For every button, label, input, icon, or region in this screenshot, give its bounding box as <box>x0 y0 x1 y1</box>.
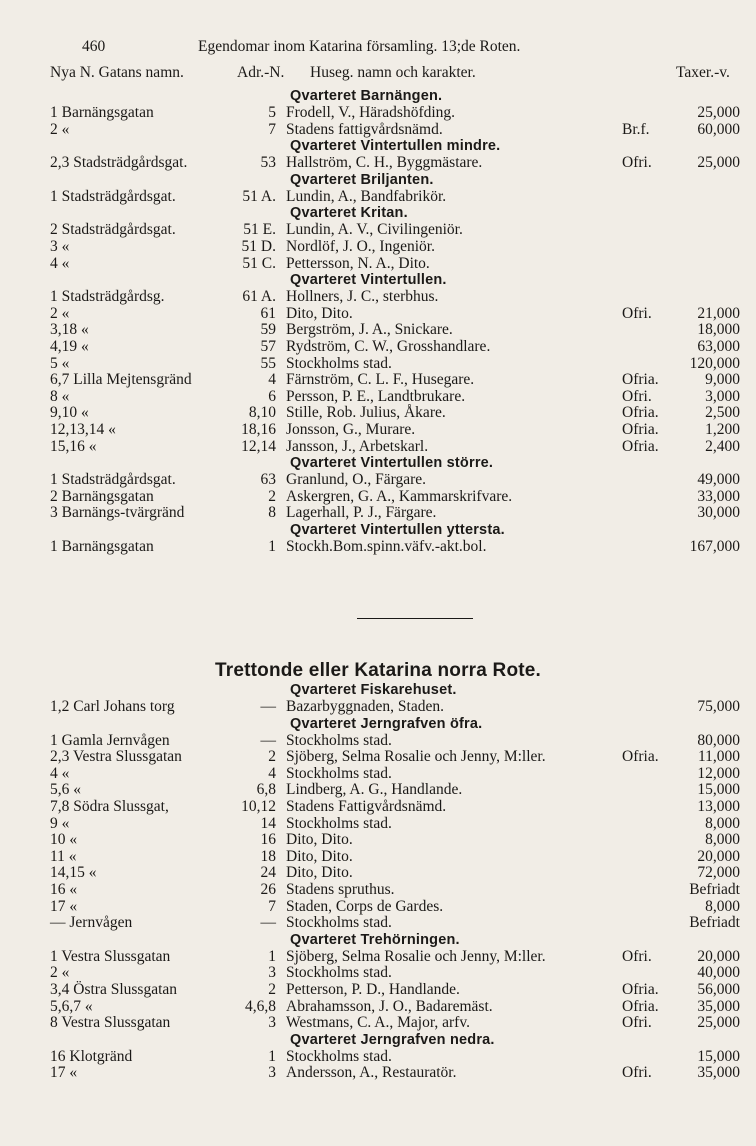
property-row <box>0 122 756 139</box>
owner-cell: Granlund, O., Färgare. <box>286 471 427 489</box>
property-row <box>0 1015 756 1032</box>
property-row <box>0 372 756 389</box>
property-row <box>0 965 756 982</box>
tax-value-cell: 15,000 <box>697 1047 740 1065</box>
adr-cell: 61 <box>260 304 276 322</box>
adr-cell: 4 <box>268 371 276 389</box>
tax-value-cell: Befriadt <box>689 880 740 898</box>
owner-cell: Sjöberg, Selma Rosalie och Jenny, M:ller. <box>286 748 546 766</box>
street-cell: 2,3 Stadsträdgårdsgat. <box>50 154 188 172</box>
tax-value-cell: 49,000 <box>697 471 740 489</box>
adr-cell: 26 <box>260 880 276 898</box>
street-cell: 7,8 Södra Slussgat, <box>50 797 169 815</box>
owner-cell: Stockh.Bom.spinn.väfv.-akt.bol. <box>286 537 487 555</box>
owner-cell: Jansson, J., Arbetskarl. <box>286 437 429 455</box>
property-row <box>0 389 756 406</box>
section-divider <box>357 618 473 619</box>
adr-cell: 2 <box>268 980 276 998</box>
adr-cell: 51 D. <box>241 237 276 255</box>
tax-value-cell: 8,000 <box>705 897 740 915</box>
street-cell: 2 Barnängsgatan <box>50 487 154 505</box>
owner-cell: Askergren, G. A., Kammarskrifvare. <box>286 487 513 505</box>
tax-type-cell: Ofria. <box>622 404 659 422</box>
adr-cell: 51 A. <box>242 187 276 205</box>
tax-type-cell: Ofria. <box>622 980 659 998</box>
tax-value-cell: 80,000 <box>697 731 740 749</box>
adr-cell: 4 <box>268 764 276 782</box>
quarter-heading: Qvarteret Vintertullen. <box>290 272 447 289</box>
street-cell: 8 Vestra Slussgatan <box>50 1014 171 1032</box>
adr-cell: 4,6,8 <box>245 997 276 1015</box>
tax-value-cell: 13,000 <box>697 797 740 815</box>
page-header <box>0 38 756 60</box>
street-cell: 5,6 « <box>50 781 81 799</box>
tax-type-cell: Ofri. <box>622 1064 652 1082</box>
adr-cell: 6 <box>268 387 276 405</box>
street-cell: 12,13,14 « <box>50 420 116 438</box>
tax-value-cell: 40,000 <box>697 964 740 982</box>
adr-cell: 51 E. <box>243 221 276 239</box>
property-row <box>0 306 756 323</box>
col-adr-header: Adr.-N. <box>237 64 285 81</box>
adr-cell: 12,14 <box>241 437 276 455</box>
owner-cell: Sjöberg, Selma Rosalie och Jenny, M:ller. <box>286 947 546 965</box>
property-row <box>0 949 756 966</box>
tax-type-cell: Ofri. <box>622 387 652 405</box>
tax-value-cell: 60,000 <box>697 120 740 138</box>
tax-value-cell: 72,000 <box>697 864 740 882</box>
street-cell: 16 Klotgränd <box>50 1047 133 1065</box>
street-cell: 4 « <box>50 254 70 272</box>
property-row <box>0 1065 756 1082</box>
quarter-heading: Qvarteret Trehörningen. <box>290 931 460 948</box>
street-cell: 3 « <box>50 237 70 255</box>
adr-cell: 2 <box>268 487 276 505</box>
owner-cell: Stockholms stad. <box>286 814 392 832</box>
owner-cell: Stockholms stad. <box>286 1047 392 1065</box>
property-row <box>0 505 756 522</box>
street-cell: 9 « <box>50 814 70 832</box>
adr-cell: 14 <box>260 814 276 832</box>
street-cell: 2 Stadsträdgårdsgat. <box>50 221 176 239</box>
street-cell: 6,7 Lilla Mejtensgränd <box>50 371 192 389</box>
owner-cell: Jonsson, G., Murare. <box>286 420 416 438</box>
street-cell: 9,10 « <box>50 404 89 422</box>
quarter-heading: Qvarteret Barnängen. <box>290 88 443 104</box>
street-cell: 1 Stadsträdgårdsgat. <box>50 471 176 489</box>
tax-type-cell: Ofri. <box>622 154 652 172</box>
property-row <box>0 405 756 422</box>
page-number: 460 <box>82 38 106 55</box>
owner-cell: Stadens spruthus. <box>286 880 395 898</box>
adr-cell: 3 <box>268 1064 276 1082</box>
owner-cell: Dito, Dito. <box>286 847 353 865</box>
col-owner-header: Huseg. namn och karakter. <box>310 64 476 81</box>
tax-type-cell: Ofria. <box>622 997 659 1015</box>
owner-cell: Dito, Dito. <box>286 831 353 849</box>
tax-value-cell: 120,000 <box>689 354 740 372</box>
property-row <box>0 832 756 849</box>
owner-cell: Stockholms stad. <box>286 914 392 932</box>
owner-cell: Stille, Rob. Julius, Åkare. <box>286 404 446 422</box>
adr-cell: 6,8 <box>256 781 276 799</box>
tax-value-cell: 11,000 <box>697 748 740 766</box>
quarter-heading: Qvarteret Briljanten. <box>290 171 434 188</box>
quarter-heading: Qvarteret Vintertullen mindre. <box>290 138 501 155</box>
property-row <box>0 699 756 716</box>
property-row <box>0 105 756 122</box>
tax-value-cell: 8,000 <box>705 814 740 832</box>
tax-type-cell: Ofri. <box>622 947 652 965</box>
adr-cell: 24 <box>260 864 276 882</box>
street-cell: 10 « <box>50 831 78 849</box>
street-cell: 5,6,7 « <box>50 997 93 1015</box>
property-row <box>0 422 756 439</box>
quarter-heading: Qvarteret Vintertullen yttersta. <box>290 521 505 538</box>
owner-cell: Lindberg, A. G., Handlande. <box>286 781 463 799</box>
adr-cell: 51 C. <box>242 254 276 272</box>
owner-cell: Stockholms stad. <box>286 764 392 782</box>
tax-value-cell: 12,000 <box>697 764 740 782</box>
street-cell: 2 « <box>50 304 70 322</box>
adr-cell: 5 <box>268 104 276 121</box>
property-row <box>0 982 756 999</box>
tax-value-cell: 25,000 <box>697 104 740 121</box>
property-row <box>0 1049 756 1066</box>
tax-value-cell: 18,000 <box>697 321 740 339</box>
property-row <box>0 289 756 306</box>
adr-cell: 1 <box>268 1047 276 1065</box>
tax-type-cell: Ofria. <box>622 420 659 438</box>
property-row <box>0 733 756 750</box>
street-cell: 1 Stadsträdgårdsg. <box>50 288 165 306</box>
owner-cell: Dito, Dito. <box>286 864 353 882</box>
property-row <box>0 816 756 833</box>
street-cell: 1 Stadsträdgårdsgat. <box>50 187 176 205</box>
adr-cell: 59 <box>260 321 276 339</box>
tax-value-cell: 35,000 <box>697 1064 740 1082</box>
adr-cell: 63 <box>260 471 276 489</box>
tax-value-cell: 2,500 <box>705 404 740 422</box>
tax-value-cell: 21,000 <box>697 304 740 322</box>
owner-cell: Stadens fattigvårdsnämd. <box>286 120 443 138</box>
owner-cell: Pettersson, N. A., Dito. <box>286 254 430 272</box>
adr-cell: 3 <box>268 1014 276 1032</box>
quarter-heading: Qvarteret Jerngrafven öfra. <box>290 715 483 732</box>
street-cell: 17 « <box>50 897 78 915</box>
tax-value-cell: 2,400 <box>705 437 740 455</box>
street-cell: 1 Barnängsgatan <box>50 104 154 121</box>
tax-value-cell: 3,000 <box>705 387 740 405</box>
street-cell: 15,16 « <box>50 437 97 455</box>
tax-value-cell: 9,000 <box>705 371 740 389</box>
owner-cell: Dito, Dito. <box>286 304 353 322</box>
owner-cell: Rydström, C. W., Grosshandlare. <box>286 337 491 355</box>
tax-value-cell: Befriadt <box>689 914 740 932</box>
adr-cell: 7 <box>268 897 276 915</box>
street-cell: 17 « <box>50 1064 78 1082</box>
owner-cell: Stockholms stad. <box>286 964 392 982</box>
street-cell: 1 Vestra Slussgatan <box>50 947 171 965</box>
adr-cell: 2 <box>268 748 276 766</box>
adr-cell: — <box>260 914 276 932</box>
quarter-heading: Qvarteret Kritan. <box>290 205 408 222</box>
roten-13-list <box>0 88 756 555</box>
adr-cell: 53 <box>260 154 276 172</box>
owner-cell: Bergström, J. A., Snickare. <box>286 321 453 339</box>
tax-value-cell: 15,000 <box>697 781 740 799</box>
street-cell: 1,2 Carl Johans torg <box>50 698 175 715</box>
owner-cell: Andersson, A., Restauratör. <box>286 1064 457 1082</box>
property-row <box>0 766 756 783</box>
owner-cell: Frodell, V., Häradshöfding. <box>286 104 456 121</box>
owner-cell: Nordlöf, J. O., Ingeniör. <box>286 237 435 255</box>
owner-cell: Stockholms stad. <box>286 354 392 372</box>
property-row <box>0 749 756 766</box>
adr-cell: 16 <box>260 831 276 849</box>
owner-cell: Hallström, C. H., Byggmästare. <box>286 154 483 172</box>
adr-cell: 57 <box>260 337 276 355</box>
property-row <box>0 899 756 916</box>
owner-cell: Stadens Fattigvårdsnämd. <box>286 797 447 815</box>
owner-cell: Hollners, J. C., sterbhus. <box>286 288 439 306</box>
tax-value-cell: 33,000 <box>697 487 740 505</box>
street-cell: 5 « <box>50 354 70 372</box>
adr-cell: 18,16 <box>241 420 276 438</box>
property-row <box>0 439 756 456</box>
tax-value-cell: 56,000 <box>697 980 740 998</box>
property-row <box>0 472 756 489</box>
tax-type-cell: Ofri. <box>622 304 652 322</box>
owner-cell: Lundin, A. V., Civilingeniör. <box>286 221 463 239</box>
tax-value-cell: 30,000 <box>697 504 740 522</box>
tax-value-cell: 75,000 <box>697 698 740 715</box>
quarter-heading: Qvarteret Vintertullen större. <box>290 455 494 472</box>
property-row <box>0 999 756 1016</box>
owner-cell: Stockholms stad. <box>286 731 392 749</box>
col-tax-header: Taxer.-v. <box>676 64 730 81</box>
owner-cell: Färnström, C. L. F., Husegare. <box>286 371 475 389</box>
adr-cell: 8,10 <box>248 404 276 422</box>
rote-title: Trettonde eller Katarina norra Rote. <box>214 660 542 681</box>
owner-cell: Persson, P. E., Landtbrukare. <box>286 387 466 405</box>
adr-cell: 8 <box>268 504 276 522</box>
property-row <box>0 915 756 932</box>
owner-cell: Bazarbyggnaden, Staden. <box>286 698 444 715</box>
tax-type-cell: Ofri. <box>622 1014 652 1032</box>
street-cell: 16 « <box>50 880 78 898</box>
street-cell: 11 « <box>50 847 77 865</box>
street-cell: 4 « <box>50 764 70 782</box>
owner-cell: Lundin, A., Bandfabrikör. <box>286 187 447 205</box>
property-row <box>0 339 756 356</box>
quarter-heading: Qvarteret Fiskarehuset. <box>290 682 457 698</box>
property-row <box>0 882 756 899</box>
page-title: Egendomar inom Katarina församling. 13;de Roten. <box>198 38 521 55</box>
street-cell: 14,15 « <box>50 864 97 882</box>
street-cell: 2 « <box>50 120 70 138</box>
street-cell: 1 Gamla Jernvågen <box>50 731 170 749</box>
street-cell: 3,4 Östra Slussgatan <box>50 980 178 998</box>
property-row <box>0 322 756 339</box>
tax-value-cell: 25,000 <box>697 154 740 172</box>
adr-cell: — <box>260 698 276 715</box>
street-cell: 2,3 Vestra Slussgatan <box>50 748 182 766</box>
tax-type-cell: Ofria. <box>622 437 659 455</box>
property-row <box>0 782 756 799</box>
tax-type-cell: Ofria. <box>622 371 659 389</box>
quarter-heading: Qvarteret Jerngrafven nedra. <box>290 1031 495 1048</box>
adr-cell: 10,12 <box>241 797 276 815</box>
adr-cell: 1 <box>268 537 276 555</box>
tax-type-cell: Ofria. <box>622 748 659 766</box>
owner-cell: Staden, Corps de Gardes. <box>286 897 444 915</box>
adr-cell: 7 <box>268 120 276 138</box>
property-row <box>0 222 756 239</box>
tax-value-cell: 20,000 <box>697 947 740 965</box>
street-cell: 4,19 « <box>50 337 89 355</box>
property-row <box>0 239 756 256</box>
roten-13-norra-list <box>0 682 756 1082</box>
street-cell: 1 Barnängsgatan <box>50 537 154 555</box>
property-row <box>0 849 756 866</box>
tax-value-cell: 20,000 <box>697 847 740 865</box>
tax-value-cell: 1,200 <box>705 420 740 438</box>
street-cell: 2 « <box>50 964 70 982</box>
adr-cell: — <box>260 731 276 749</box>
property-row <box>0 189 756 206</box>
owner-cell: Lagerhall, P. J., Färgare. <box>286 504 437 522</box>
tax-value-cell: 25,000 <box>697 1014 740 1032</box>
property-row <box>0 799 756 816</box>
adr-cell: 3 <box>268 964 276 982</box>
owner-cell: Abrahamsson, J. O., Badaremäst. <box>286 997 493 1015</box>
property-row <box>0 155 756 172</box>
tax-value-cell: 8,000 <box>705 831 740 849</box>
property-row <box>0 356 756 373</box>
street-cell: 3,18 « <box>50 321 89 339</box>
adr-cell: 55 <box>260 354 276 372</box>
tax-value-cell: 167,000 <box>689 537 740 555</box>
column-headers <box>0 64 756 84</box>
tax-type-cell: Br.f. <box>622 120 650 138</box>
adr-cell: 1 <box>268 947 276 965</box>
tax-value-cell: 35,000 <box>697 997 740 1015</box>
street-cell: — Jernvågen <box>50 914 133 932</box>
property-row <box>0 489 756 506</box>
owner-cell: Petterson, P. D., Handlande. <box>286 980 460 998</box>
street-cell: 3 Barnängs-tvärgränd <box>50 504 185 522</box>
tax-value-cell: 63,000 <box>697 337 740 355</box>
property-row <box>0 256 756 273</box>
adr-cell: 18 <box>260 847 276 865</box>
property-row <box>0 865 756 882</box>
col-street-header: Nya N. Gatans namn. <box>50 64 184 81</box>
adr-cell: 61 A. <box>242 288 276 306</box>
owner-cell: Westmans, C. A., Major, arfv. <box>286 1014 470 1032</box>
property-row <box>0 539 756 556</box>
street-cell: 8 « <box>50 387 70 405</box>
